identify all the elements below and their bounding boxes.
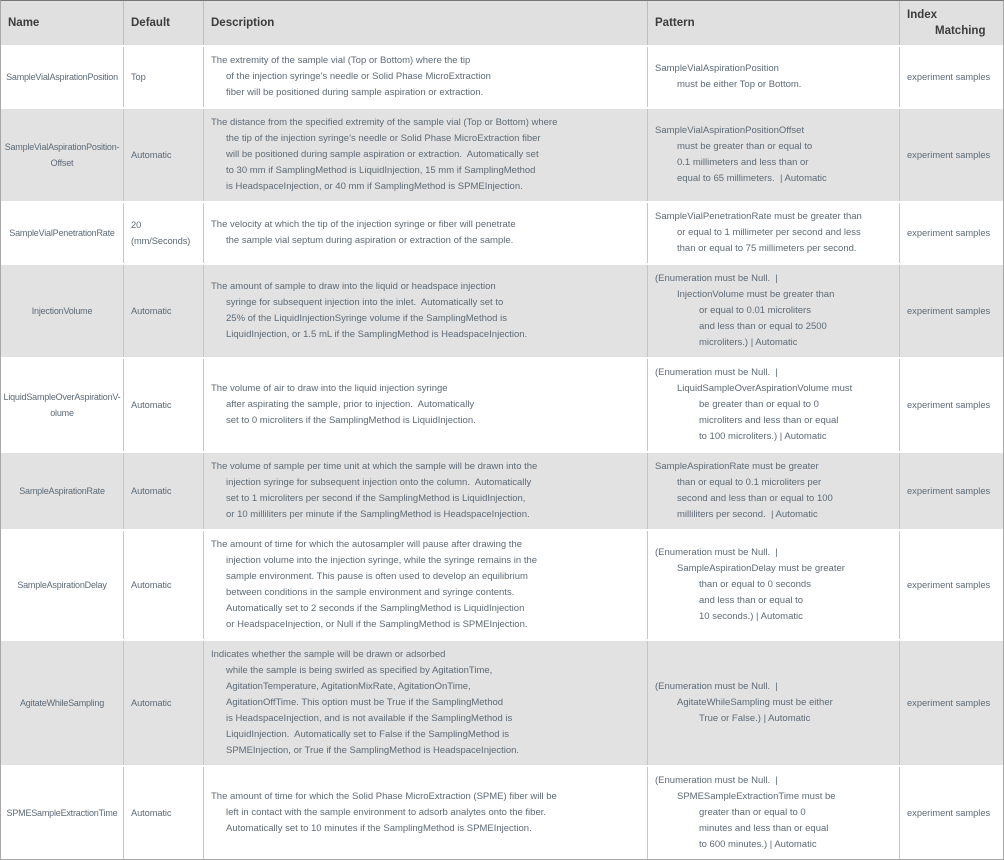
table-row <box>1 203 1003 263</box>
description-cell: The volume of sample per time unit at which the sample will be drawn into the injection syringe for subsequent injection onto the column. Automatically set to 1 microliters per second if the SamplingMethod is LiquidInjection, or 10 milliliters per minute if the SamplingMethod is HeadspaceInjection. <box>204 453 648 529</box>
column-header: Index Matching <box>900 1 1004 45</box>
description-cell: Indicates whether the sample will be drawn or adsorbed while the sample is being swirled as specified by AgitationTime, AgitationTemperature, AgitationMixRate, AgitationOnTime, AgitationOffTime. This option must be True if the SamplingMethod is HeadspaceInjection, and is not available if the SamplingMethod is LiquidInjection. Automatically set to False if the SamplingMethod is SPMEInjection, or True if the SamplingMethod is HeadspaceInjection. <box>204 641 648 765</box>
pattern-cell: (Enumeration must be Null. | SampleAspirationDelay must be greater than or equal to 0 seconds and less than or equal to 10 seconds.) | Automatic <box>648 531 900 639</box>
table-header-row <box>1 1 1003 45</box>
pattern-cell: (Enumeration must be Null. | InjectionVolume must be greater than or equal to 0.01 microliters and less than or equal to 2500 microliters.) | Automatic <box>648 265 900 357</box>
description-cell: The distance from the specified extremity of the sample vial (Top or Bottom) where the tip of the injection syringe’s needle or Solid Phase MicroExtraction fiber will be positioned during sample aspiration or extraction. Automatically set to 30 mm if SamplingMethod is LiquidInjection, 15 mm if SamplingMethod is HeadspaceInjection, or 40 mm if SamplingMethod is SPMEInjection. <box>204 109 648 201</box>
name-cell: AgitateWhileSampling <box>1 641 124 765</box>
index-matching-cell: experiment samples <box>907 486 991 496</box>
name-cell: SampleVialAspirationPosition <box>1 47 124 107</box>
options-table-body <box>1 47 1003 859</box>
description-cell: The velocity at which the tip of the injection syringe or fiber will penetrate the sample vial septum during aspiration or extraction of the sample. <box>204 203 648 263</box>
table-row <box>1 453 1003 529</box>
column-header: Name <box>1 1 124 45</box>
index-matching-cell: experiment samples <box>907 72 991 82</box>
default-cell: Automatic <box>124 265 204 357</box>
table-row <box>1 109 1003 201</box>
table-row <box>1 265 1003 357</box>
index-matching-cell: experiment samples <box>907 150 991 160</box>
name-cell: LiquidSampleOverAspirationV- olume <box>1 359 124 451</box>
table-row <box>1 641 1003 765</box>
description-cell: The volume of air to draw into the liquid injection syringe after aspirating the sample, prior to injection. Automatically set to 0 microliters if the SamplingMethod is LiquidInjection. <box>204 359 648 451</box>
default-cell: Automatic <box>124 767 204 859</box>
pattern-cell: SampleAspirationRate must be greater than or equal to 0.1 microliters per second and less than or equal to 100 milliliters per second. | Automatic <box>648 453 900 529</box>
column-header: Pattern <box>648 1 900 45</box>
default-cell: Automatic <box>124 359 204 451</box>
pattern-cell: (Enumeration must be Null. | LiquidSampleOverAspirationVolume must be greater than or equal to 0 microliters and less than or equal to 100 microliters.) | Automatic <box>648 359 900 451</box>
default-cell: Automatic <box>124 109 204 201</box>
table-row <box>1 47 1003 107</box>
default-cell: Top <box>124 47 204 107</box>
pattern-cell: SampleVialPenetrationRate must be greater than or equal to 1 millimeter per second and less than or equal to 75 millimeters per second. <box>648 203 900 263</box>
table-row <box>1 359 1003 451</box>
pattern-cell: SampleVialAspirationPosition must be either Top or Bottom. <box>648 47 900 107</box>
description-cell: The amount of time for which the autosampler will pause after drawing the injection volume into the injection syringe, while the syringe remains in the sample environment. This pause is often used to develop an equilibrium between conditions in the sample environment and syringe contents. Automatically set to 2 seconds if the SamplingMethod is LiquidInjection or HeadspaceInjection, or Null if the SamplingMethod is SPMEInjection. <box>204 531 648 639</box>
name-cell: SampleVialPenetrationRate <box>1 203 124 263</box>
default-cell: 20 (mm/Seconds) <box>124 203 204 263</box>
column-header: Description <box>204 1 648 45</box>
index-matching-cell: experiment samples <box>907 808 991 818</box>
name-cell: InjectionVolume <box>1 265 124 357</box>
name-cell: SampleAspirationRate <box>1 453 124 529</box>
default-cell: Automatic <box>124 531 204 639</box>
default-cell: Automatic <box>124 453 204 529</box>
column-header: Default <box>124 1 204 45</box>
default-cell: Automatic <box>124 641 204 765</box>
name-cell: SampleVialAspirationPosition- Offset <box>1 109 124 201</box>
pattern-cell: (Enumeration must be Null. | SPMESampleExtractionTime must be greater than or equal to 0 minutes and less than or equal to 600 minutes.) | Automatic <box>648 767 900 859</box>
index-matching-cell: experiment samples <box>907 400 991 410</box>
index-matching-cell: experiment samples <box>907 698 991 708</box>
description-cell: The amount of sample to draw into the liquid or headspace injection syringe for subsequent injection into the inlet. Automatically set to 25% of the LiquidInjectionSyringe volume if the SamplingMethod is LiquidInjection, or 1.5 mL if the SamplingMethod is HeadspaceInjection. <box>204 265 648 357</box>
table-row <box>1 531 1003 639</box>
index-matching-cell: experiment samples <box>907 580 991 590</box>
table-row <box>1 767 1003 859</box>
name-cell: SampleAspirationDelay <box>1 531 124 639</box>
description-cell: The amount of time for which the Solid Phase MicroExtraction (SPME) fiber will be left in contact with the sample environment to adsorb analytes onto the fiber. Automatically set to 10 minutes if the SamplingMethod is SPMEInjection. <box>204 767 648 859</box>
description-cell: The extremity of the sample vial (Top or Bottom) where the tip of the injection syringe’s needle or Solid Phase MicroExtraction fiber will be positioned during sample aspiration or extraction. <box>204 47 648 107</box>
index-matching-cell: experiment samples <box>907 228 991 238</box>
index-matching-cell: experiment samples <box>907 306 991 316</box>
name-cell: SPMESampleExtractionTime <box>1 767 124 859</box>
pattern-cell: (Enumeration must be Null. | AgitateWhileSampling must be either True or False.) | Automatic <box>648 641 900 765</box>
pattern-cell: SampleVialAspirationPositionOffset must be greater than or equal to 0.1 millimeters and less than or equal to 65 millimeters. | Automatic <box>648 109 900 201</box>
